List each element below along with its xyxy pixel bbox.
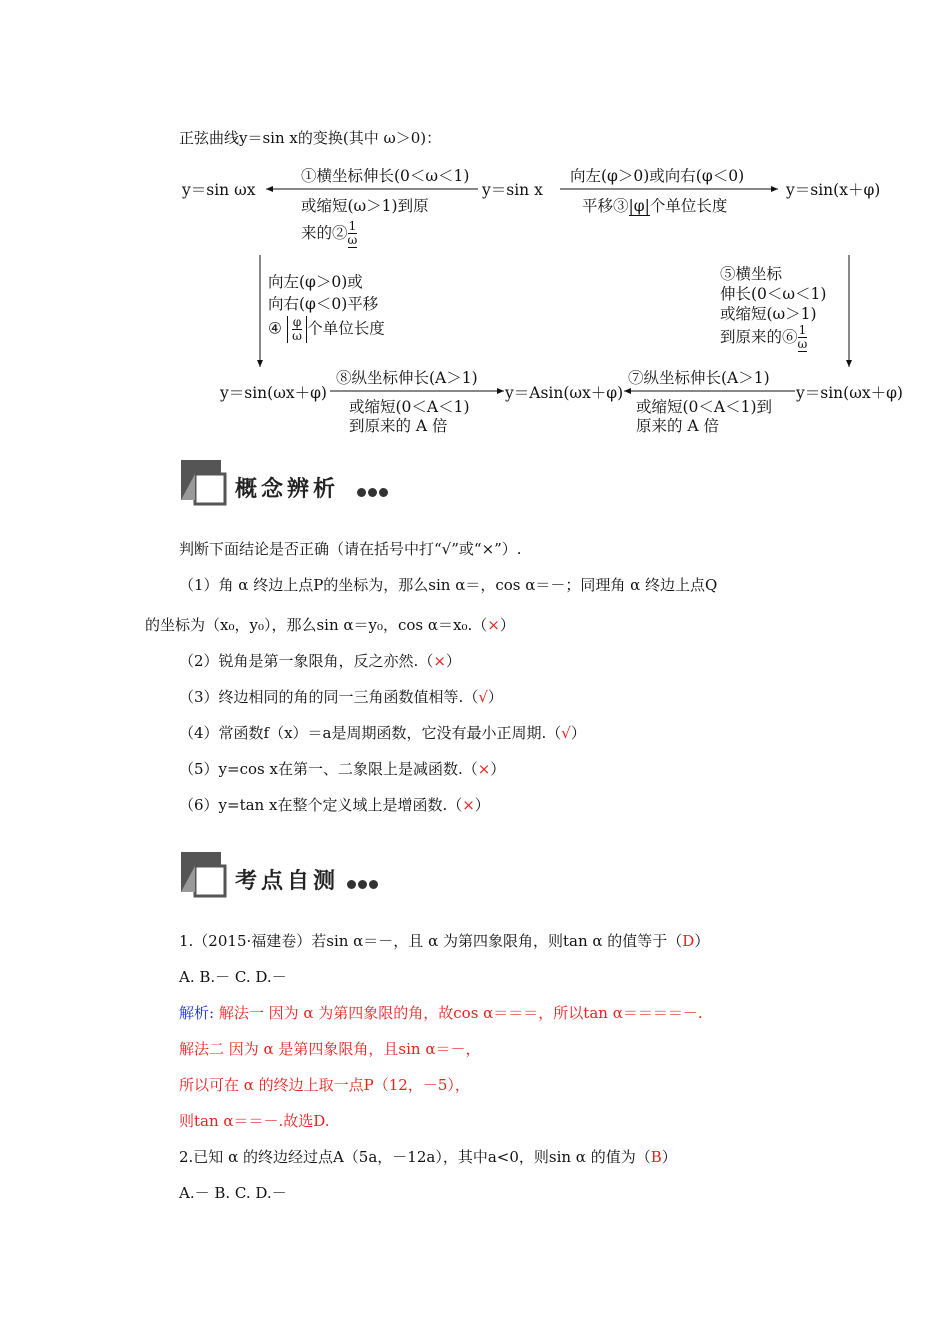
q5-answer: × [477, 760, 491, 778]
node-sin-omega-x-plus-phi: y＝sin(ωx＋φ) [220, 384, 327, 402]
arrow3-line3: 到原来的 A 倍 [349, 417, 448, 435]
q4-answer: √ [561, 724, 571, 742]
fraction-omega: ω [292, 329, 302, 343]
solution-label: 解析: [179, 1004, 215, 1022]
p2-text: 2.已知 α 的终边经过点A（5a，－12a），其中a<0，则sin α 的值为（ [179, 1148, 651, 1166]
problem-2-options: A.－ B. C. D.－ [179, 1184, 287, 1202]
arrow1-top-label: ①横坐标伸长(0＜ω＜1) [301, 167, 470, 185]
vertical1-line2: 向右(φ＜0)平移 [268, 295, 379, 313]
banner-corner-icon [181, 460, 227, 506]
q2-text: （2）锐角是第一象限角，反之亦然.（ [179, 652, 434, 670]
unit-length-text: 个单位长度 [307, 319, 385, 338]
judge-q5 [179, 758, 505, 779]
section-title-selftest: 考点自测 [235, 869, 340, 894]
q3-close: ） [487, 688, 503, 706]
arrow2-shift-suffix: 个单位长度 [649, 197, 728, 215]
q3-answer: √ [478, 688, 488, 706]
vertical2-line3: 或缩短(ω＞1) [720, 305, 817, 323]
q6-answer: × [462, 796, 475, 814]
arrow2-bottom-label [582, 194, 727, 216]
q1-close: ） [499, 616, 515, 634]
q5-close: ） [490, 760, 506, 778]
fraction-num-2: 1 [798, 323, 807, 337]
section-banner-concepts [181, 460, 411, 508]
arrow2-shift-prefix: 平移③ [582, 197, 629, 215]
arrow3-top-label: ⑧纵坐标伸长(A＞1) [336, 369, 478, 387]
fraction-num: 1 [348, 219, 357, 233]
arrow4-top-label: ⑦纵坐标伸长(A＞1) [628, 369, 770, 387]
q5-text: （5）y=cos x在第一、二象限上是减函数.（ [179, 760, 478, 778]
judge-q6 [179, 794, 490, 815]
node-sin-x: y＝sin x [482, 181, 543, 199]
vertical2-line1: ⑤横坐标 [720, 265, 783, 283]
problem-1 [179, 930, 709, 951]
fraction-phi: φ [292, 315, 302, 329]
problem-2 [179, 1146, 677, 1167]
p1-text: 1.（2015·福建卷）若sin α＝－，且 α 为第四象限角，则tan α 的值等于（ [179, 932, 683, 950]
node-sin-omega-x: y＝sin ωx [182, 181, 256, 199]
fraction-den-2: ω [797, 337, 808, 351]
solution-method-1: 解法一 因为 α 为第四象限的角，故cos α＝＝＝，所以tan α＝＝＝＝－. [214, 1004, 703, 1022]
arrow1-ratio-prefix: 来的② [301, 224, 348, 242]
intro-text: 正弦曲线y＝sin x的变换(其中 ω＞0)： [179, 129, 442, 147]
solution-line-3: 所以可在 α 的终边上取一点P（12，－5）， [179, 1076, 470, 1094]
node-sin-omega-x-plus-phi-right: y＝sin(ωx＋φ) [796, 384, 903, 402]
banner-dots-2 [347, 874, 380, 893]
vertical2-line2: 伸长(0＜ω＜1) [720, 285, 827, 303]
node-sin-x-plus-phi: y＝sin(x＋φ) [786, 181, 881, 199]
vertical2-line4 [720, 324, 807, 352]
vertical1-line1: 向左(φ＞0)或 [268, 273, 363, 291]
q3-text: （3）终边相同的角的同一三角函数值相等.（ [179, 688, 479, 706]
q1-answer: × [487, 616, 500, 634]
banner-corner-icon-2 [181, 852, 227, 898]
arrow4-line2: 或缩短(0＜A＜1)到 [636, 398, 773, 416]
solution-line-2: 解法二 因为 α 是第四象限角，且sin α＝－， [179, 1040, 481, 1058]
problem-1-options: A. B.－ C. D.－ [179, 968, 287, 986]
fraction-1-over-omega [348, 220, 358, 248]
arrow3-line2: 或缩短(0＜A＜1) [349, 398, 470, 416]
q2-close: ） [445, 652, 461, 670]
p2-answer: B [650, 1148, 662, 1166]
ratio-prefix-6: 到原来的⑥ [720, 328, 798, 346]
q4-close: ） [570, 724, 586, 742]
vertical1-line3 [268, 316, 385, 343]
judge-q1-line2 [145, 614, 515, 635]
arrow1-bottom-label-2 [301, 220, 357, 248]
q1-text: 的坐标为（x₀，y₀），那么sin α＝y₀，cos α＝x₀.（ [145, 616, 488, 634]
fraction-phi-over-omega [287, 316, 307, 343]
p1-close: ） [694, 932, 710, 950]
section-title-concepts: 概念辨析 [235, 477, 340, 502]
solution-line-4: 则tan α＝＝－.故选D. [179, 1112, 330, 1130]
arrow4-line3: 原来的 A 倍 [636, 417, 720, 435]
fraction-den: ω [347, 233, 358, 247]
judge-intro: 判断下面结论是否正确（请在括号中打“√”或“×”）. [179, 540, 522, 558]
solution-line-1 [179, 1002, 703, 1023]
arrow2-top-label: 向左(φ＞0)或向右(φ＜0) [570, 167, 745, 185]
judge-q1-line1: （1）角 α 终边上点P的坐标为，那么sin α＝，cos α＝－；同理角 α 终边上点Q [179, 576, 718, 594]
node-A-sin: y＝Asin(ωx＋φ) [505, 384, 624, 402]
fraction-1-over-omega-2 [798, 324, 808, 352]
arrow1-bottom-label: 或缩短(ω＞1)到原 [301, 197, 429, 215]
judge-q4 [179, 722, 586, 743]
circled-4: ④ [268, 319, 282, 338]
p1-answer: D [682, 932, 695, 950]
q4-text: （4）常函数f（x）＝a是周期函数，它没有最小正周期.（ [179, 724, 562, 742]
judge-q3 [179, 686, 503, 707]
q2-answer: × [433, 652, 446, 670]
q6-text: （6）y=tan x在整个定义域上是增函数.（ [179, 796, 463, 814]
banner-dots [357, 482, 390, 501]
q6-close: ） [474, 796, 490, 814]
judge-q2 [179, 650, 461, 671]
p2-close: ） [661, 1148, 677, 1166]
section-banner-selftest [181, 852, 411, 900]
abs-phi: |φ| [628, 197, 650, 215]
